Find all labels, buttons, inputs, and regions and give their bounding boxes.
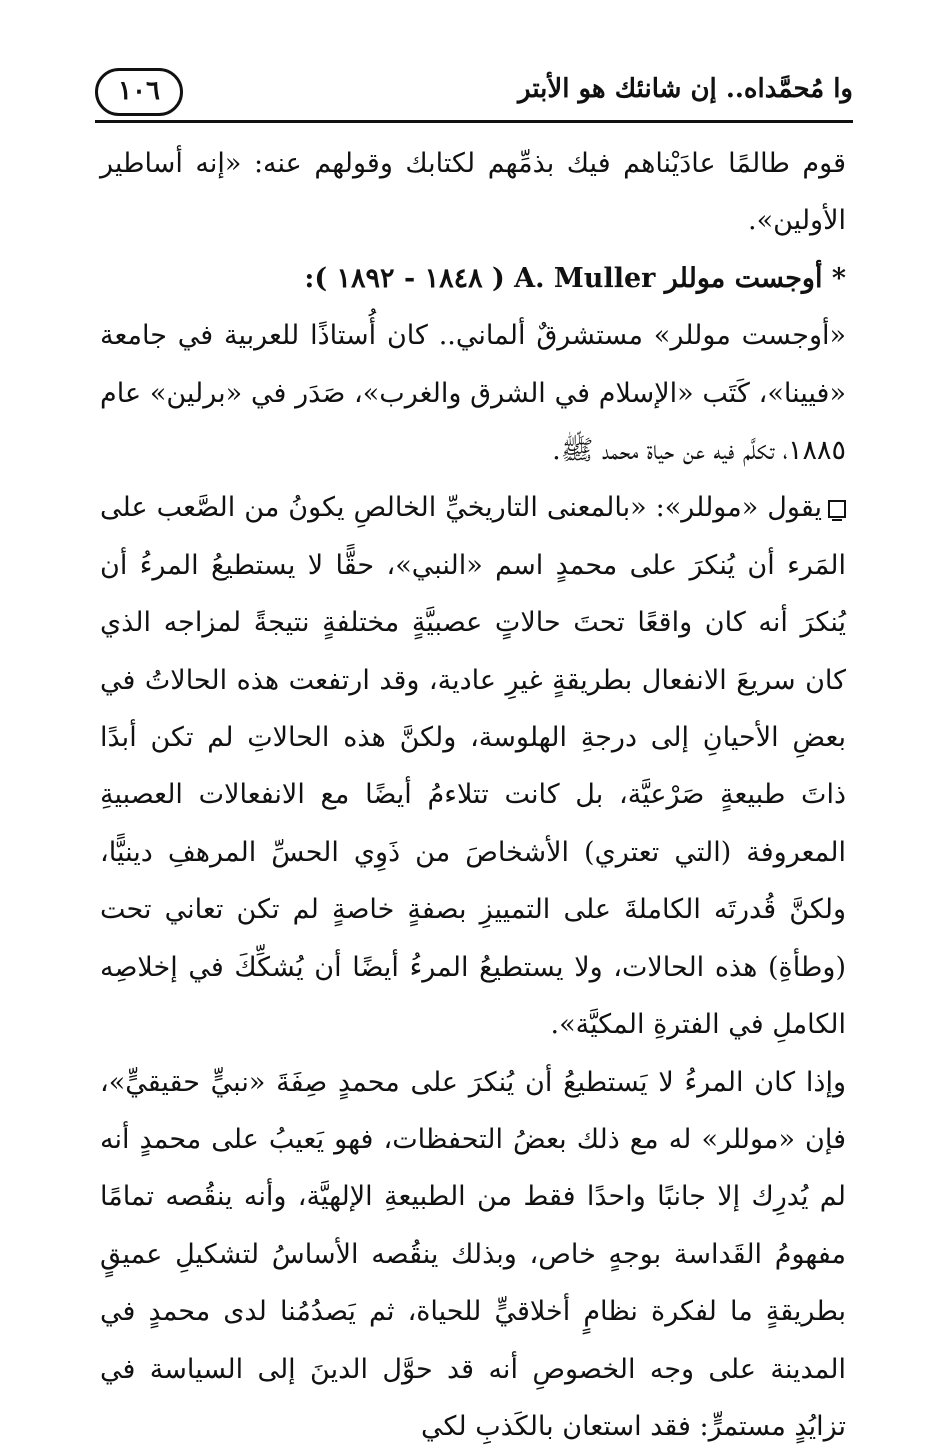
paragraph-reservations: وإذا كان المرءُ لا يَستطيعُ أن يُنكرَ على محمدٍ صِفَةَ «نبيٍّ حقيقيٍّ»، فإن «موللر» له مع ذلك بعضُ التحفظات، فهو يَعيبُ على محمدٍ أنه لم يُدرِك إلا جانبًا واحدًا فقط من الطبيعةِ الإلهيَّة، وأنه ينقُصه تمامًا مفهومُ القَداسة بوجهٍ خاص، وبذلك ينقُصه الأساسُ لتشكيلِ عميقٍ بطريقةٍ ما لفكرة نظامٍ أخلاقيٍّ للحياة، ثم يَصدُمُنا لدى محمدٍ في المدينة على وجه الخصوصِ أنه قد حوَّل الدينَ إلى السياسة في تزايُدٍ مستمرٍّ: فقد استعان بالكَذبِ لكي	[100, 1054, 846, 1455]
quote-text: يقول «موللر»: «بالمعنى التاريخيِّ الخالصِ يكونُ من الصَّعب على المَرء أن يُنكرَ على محمدٍ اسم «النبي»، حقًّا لا يستطيعُ المرءُ أن يُنكرَ أنه كان واقعًا تحتَ حالاتٍ عصبيَّةٍ مختلفةٍ نتيجةً لمزاجه الذي كان سريعَ الانفعال بطريقةٍ غيرِ عادية، وقد ارتفعت هذه الحالاتُ في بعضِ الأحيانِ إلى درجةِ الهلوسة، ولكنَّ هذه الحالاتِ لم تكن أبدًا ذاتَ طبيعةٍ صَرْعيَّة، بل كانت تتلاءمُ أيضًا مع الانفعالات العصبيةِ المعروفة (التي تعتري) الأشخاصَ من ذَوِي الحسِّ المرهفِ دينيًّا، ولكنَّ قُدرتَه الكاملةَ على التمييزِ بصفةٍ خاصةٍ لم تكن تعاني تحت (وطأةِ) هذه الحالات، ولا يستطيعُ المرءُ أيضًا أن يُشكِّكَ في إخلاصِه الكاملِ في الفترةِ المكيَّة».	[100, 492, 846, 1040]
header-rule	[95, 120, 853, 123]
paragraph-bio: «أوجست موللر» مستشرقٌ ألماني.. كان أُستاذًا للعربية في جامعة «فيينا»، كَتَب «الإسلام في الشرق والغرب»، صَدَر في «برلين» عام ١٨٨٥، تكلَّم فيه عن حياة محمد ﷺ.	[100, 307, 846, 479]
page-number: ١٠٦	[95, 68, 183, 116]
entry-latin-name: A. Muller	[514, 263, 655, 294]
entry-heading	[100, 250, 846, 307]
page-body	[100, 135, 846, 1455]
paragraph-quote	[100, 479, 846, 1053]
running-title: وا مُحمَّداه.. إن شانئك هو الأبتر	[518, 74, 853, 104]
paragraph-intro: قوم طالمًا عادَيْناهم فيك بذمِّهم لكتابك وقولهم عنه: «إنه أساطير الأولين».	[100, 135, 846, 250]
asterisk-icon: *	[832, 263, 846, 294]
entry-name: أوجست موللر	[665, 263, 823, 294]
quote-box-icon	[828, 500, 846, 518]
entry-dates: ( ١٨٤٨ - ١٨٩٢ ):	[304, 263, 504, 294]
page-header	[95, 62, 853, 122]
